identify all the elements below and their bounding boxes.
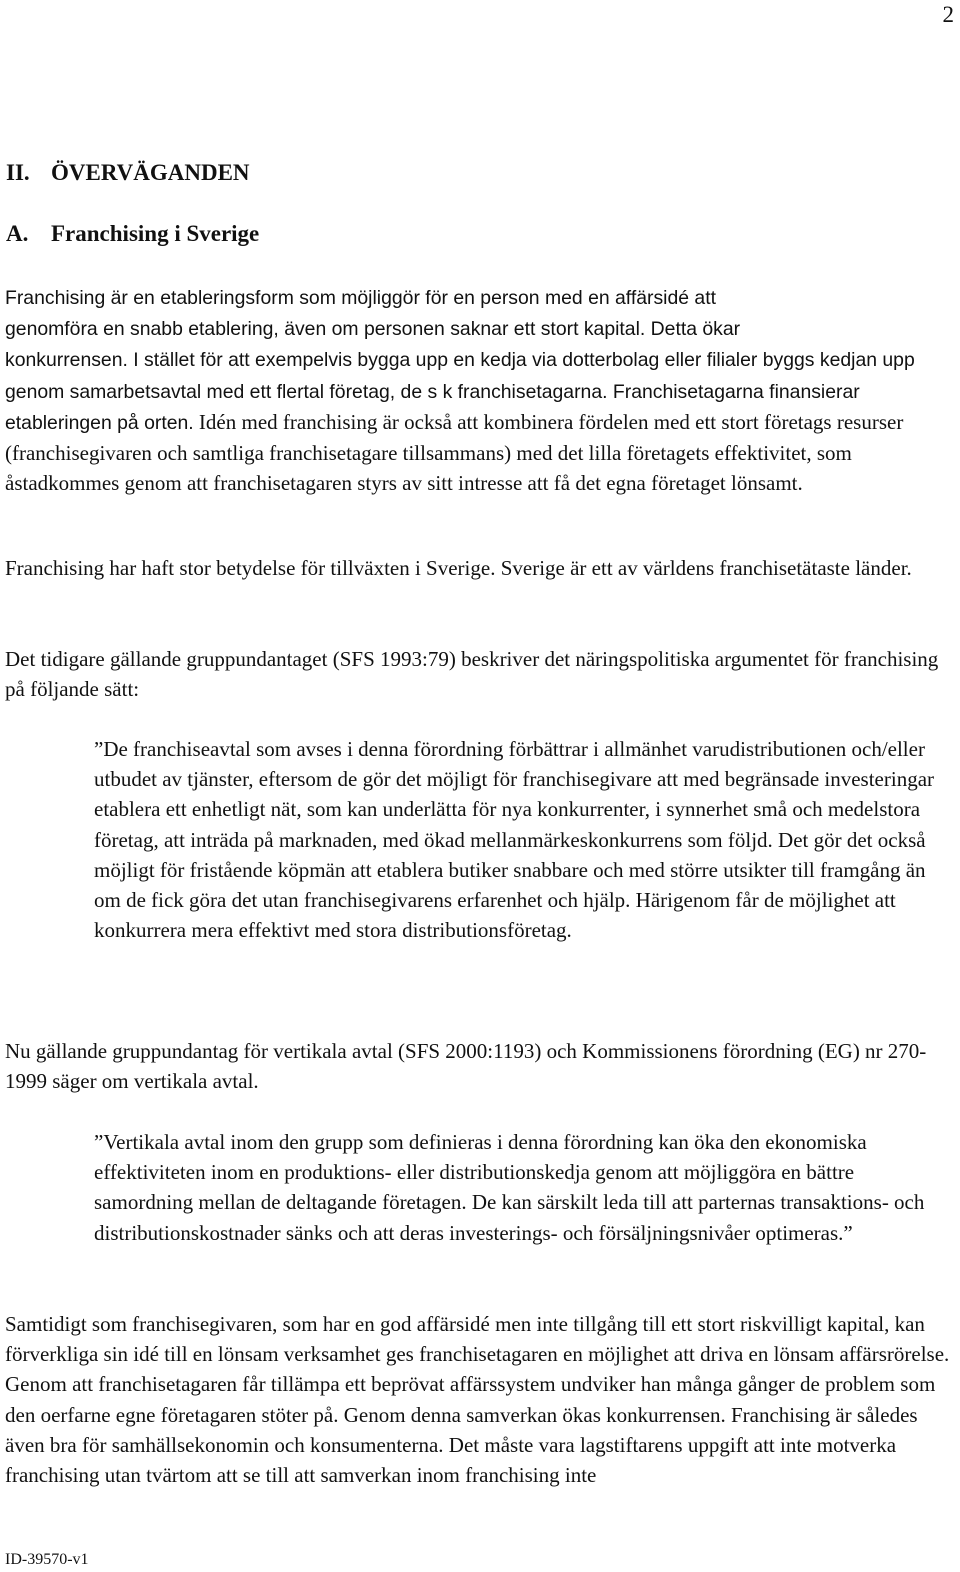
subsection-title: Franchising i Sverige — [51, 221, 260, 246]
subsection-number: A. — [6, 221, 29, 246]
document-id: ID-39570-v1 — [5, 1551, 89, 1568]
intro-conclusion: Idén med franchising är också att kombinera fördelen med ett stort företags resurser (franchisegivaren och samtliga franchisetagare tillsammans) med det lilla företagets effektivitet, som åstadkommes genom att franchisetagaren styrs av sitt intresse att få det egna företaget lönsamt. — [5, 409, 904, 496]
intro-line-2: genomföra en snabb etablering, även om personen saknar ett stort kapital. Detta ökar — [5, 318, 741, 341]
section-heading — [6, 158, 250, 188]
paragraph-current-exemption: Nu gällande gruppundantag för vertikala avtal (SFS 2000:1193) och Kommissionens förordning (EG) nr 270-1999 säger om vertikala avtal. — [5, 1039, 927, 1094]
block-quote-vertical-agreements: ”Vertikala avtal inom den grupp som definieras i denna förordning kan öka den ekonomiska effektiviteten inom en produktions- eller distributionskedja genom att möjliggöra en bättre samordning mellan de deltagande företagen. De kan särskilt leda till att parternas transaktions- och distributionskostnader sänks och att deras investerings- och försäljningsnivåer optimeras.” — [94, 1130, 925, 1245]
section-title: ÖVERVÄGANDEN — [51, 160, 250, 185]
page-number: 2 — [942, 2, 954, 27]
section-number: II. — [6, 160, 30, 185]
paragraph-franchising-intro — [5, 282, 955, 498]
subsection-heading — [6, 219, 259, 249]
block-quote-franchise-agreements: ”De franchiseavtal som avses i denna förordning förbättrar i allmänhet varudistributionen och/eller utbudet av tjänster, eftersom de gör det möjligt för franchisegivare att med begränsade investeringar etablera ett enhetligt nät, som kan underlätta för nya konkurrenter, i synnerhet små och medelstora företag, att inträda på marknaden, med ökad mellanmärkeskonkurrens som följd. Det gör det också möjligt för fristående köpmän att etablera butiker snabbare och med större utsikter till framgång än om de fick göra det utan franchisegivarens erfarenhet och hjälp. Härigenom får de möjlighet att konkurrera mera effektivt med stora distributionsföretag. — [94, 737, 935, 943]
paragraph-cooperation: Samtidigt som franchisegivaren, som har en god affärsidé men inte tillgång till ett stort riskvilligt kapital, kan förverkliga sin idé till en lönsam verksamhet ges franchisetagaren en möjlighet att driva en lönsam affärsrörelse. Genom att franchisetagaren får tillämpa ett beprövat affärssystem undviker han många gånger de problem som den oerfarne egne företagaren stöter på. Genom denna samverkan ökas konkurrensen. Franchising är således även bra för samhällsekonomin och konsumenterna. Det måste vara lagstiftarens uppgift att inte motverka franchising utan tvärtom att se till att samverkan inom franchising inte — [5, 1312, 950, 1488]
intro-line-1: Franchising är en etableringsform som möjliggör för en person med en affärsidé att — [5, 287, 716, 309]
paragraph-former-exemption: Det tidigare gällande gruppundantaget (SFS 1993:79) beskriver det näringspolitiska argumentet för franchising på följande sätt: — [5, 647, 939, 702]
paragraph-growth: Franchising har haft stor betydelse för tillväxten i Sverige. Sverige är ett av världens franchisetätaste länder. — [5, 556, 912, 580]
intro-continuation: I stället för att exempelvis bygga upp en kedja via dotterbolag eller filialer byggs kedjan upp genom samarbetsavtal med ett flertal företag, de s k franchisetagarna. Franchisetagarna finansierar etableringen på orten. — [5, 349, 915, 434]
intro-line-3: konkurrensen. — [5, 349, 128, 372]
